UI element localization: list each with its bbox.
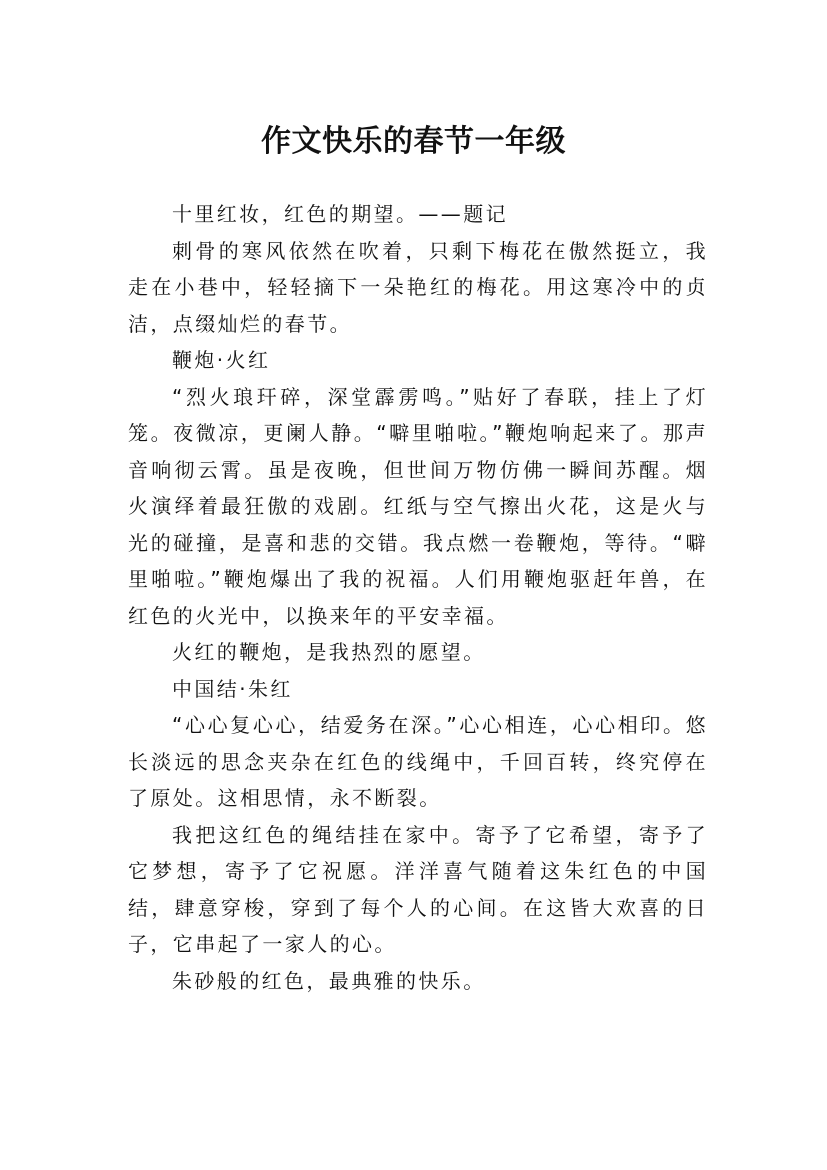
article-body [128,196,708,999]
body-paragraph: “心心复心心，结爱务在深。”心心相连，心心相印。悠长淡远的思念夹杂在红色的线绳中，千回百转，终究停在了原处。这相思情，永不断裂。 [128,713,708,810]
body-paragraph: 火红的鞭炮，是我热烈的愿望。 [172,640,486,664]
section-heading-chinese-knot: 中国结·朱红 [172,676,293,701]
body-paragraph: 我把这红色的绳结挂在家中。寄予了它希望，寄予了它梦想，寄予了它祝愿。洋洋喜气随着这朱红色的中国结，肆意穿梭，穿到了每个人的心间。在这皆大欢喜的日子，它串起了一家人的心。 [128,822,708,956]
epigraph-paragraph: 十里红妆，红色的期望。——题记 [172,202,508,226]
body-paragraph: “烈火琅玕碎，深堂霹雳鸣。”贴好了春联，挂上了灯笼。夜微凉，更阑人静。“噼里啪啦。”鞭炮响起来了。那声音响彻云霄。虽是夜晚，但世间万物仿佛一瞬间苏醒。烟火演绎着最狂傲的戏剧。红纸与空气擦出火花，这是火与光的碰撞，是喜和悲的交错。我点燃一卷鞭炮，等待。“噼里啪啦。”鞭炮爆出了我的祝福。人们用鞭炮驱赶年兽，在红色的火光中，以换来年的平安幸福。 [128,384,708,628]
page-title: 作文快乐的春节一年级 [261,124,566,160]
body-paragraph: 朱砂般的红色，最典雅的快乐。 [172,968,486,993]
body-paragraph: 刺骨的寒风依然在吹着，只剩下梅花在傲然挺立，我走在小巷中，轻轻摘下一朵艳红的梅花。用这寒冷中的贞洁，点缀灿烂的春节。 [128,238,708,336]
section-heading-firecracker: 鞭炮·火红 [172,348,271,372]
